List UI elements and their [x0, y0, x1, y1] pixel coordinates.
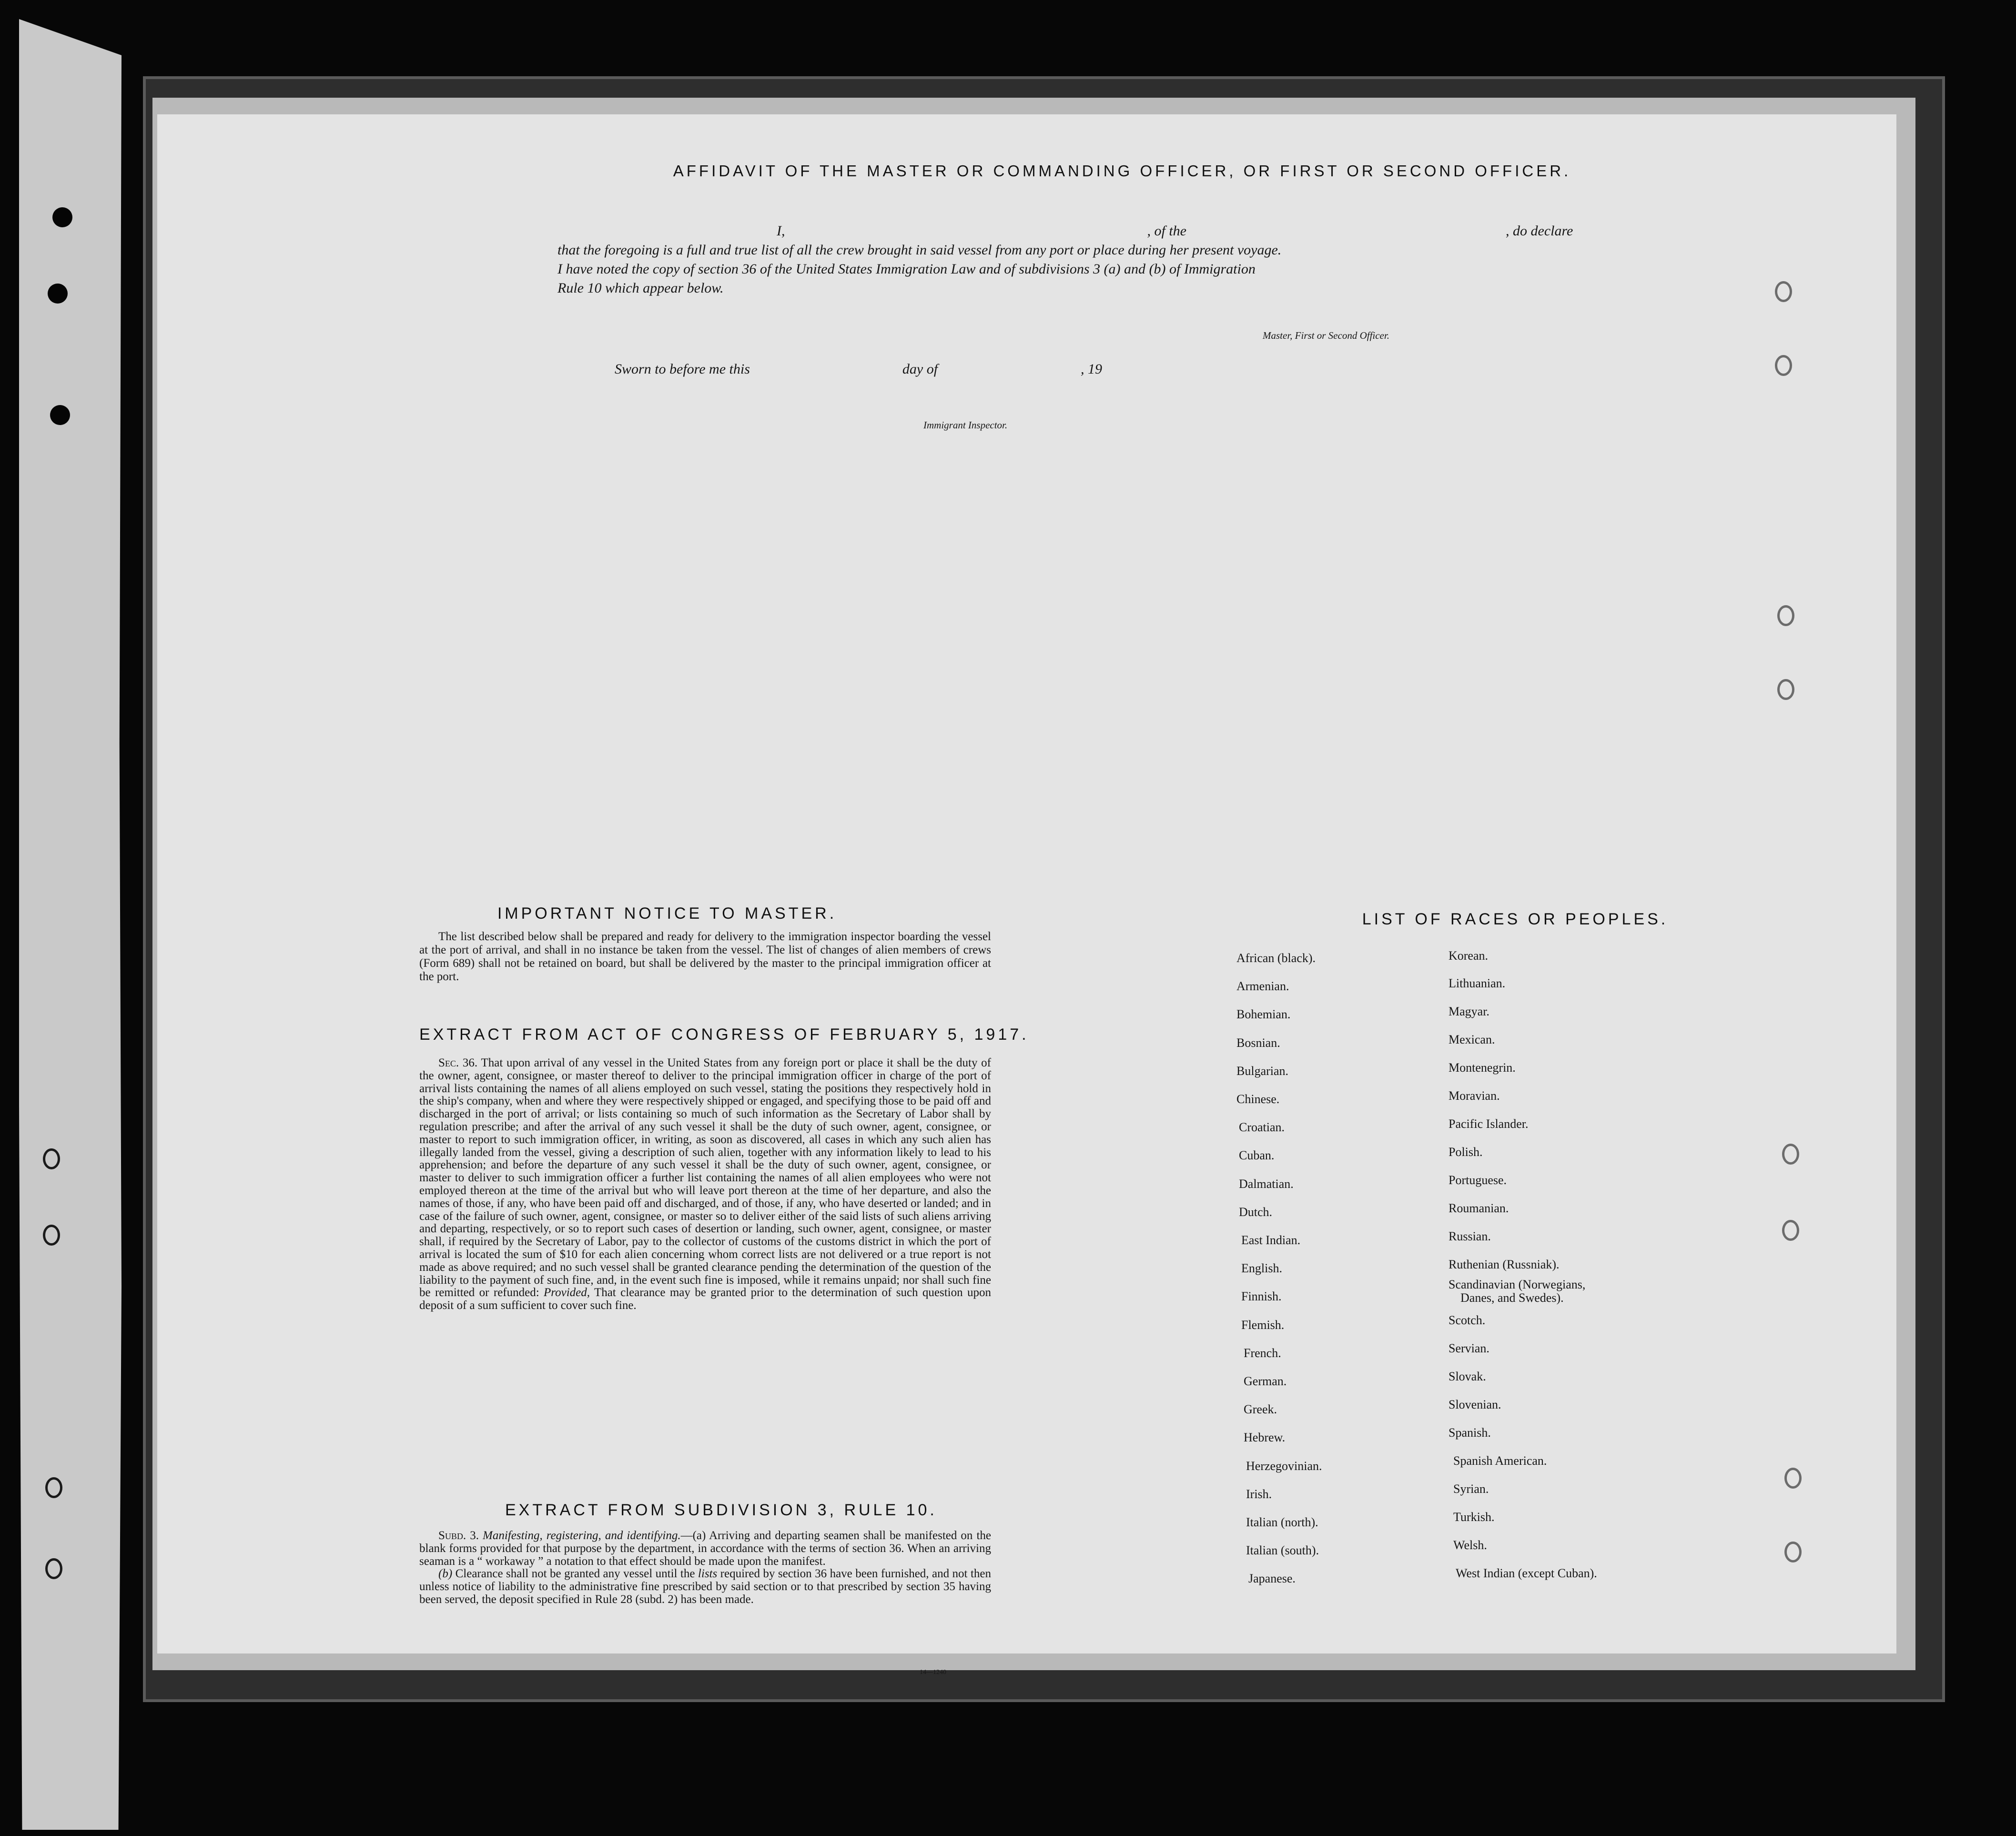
declaration-line-1 — [557, 222, 1630, 241]
punch-hole — [52, 207, 72, 227]
race-item: Magyar. — [1449, 1004, 1489, 1018]
race-item: Danes, and Swedes). — [1460, 1291, 1564, 1305]
binder-ring-hole — [1782, 1144, 1799, 1165]
race-item: Greek. — [1244, 1402, 1277, 1417]
binder-ring-hole — [1777, 605, 1794, 626]
race-item: Spanish American. — [1453, 1454, 1547, 1468]
race-item: Bulgarian. — [1236, 1064, 1289, 1078]
race-item: Welsh. — [1453, 1538, 1487, 1552]
race-item: Lithuanian. — [1449, 976, 1506, 990]
sec-36-body-end: That clearance may be granted prior to the determination of such question upon deposit of a sum sufficient to cover such fine. — [419, 1286, 992, 1312]
race-item: Irish. — [1246, 1487, 1272, 1501]
races-title: LIST OF RACES OR PEOPLES. — [1362, 910, 1669, 928]
sec-36-provided: Provided, — [544, 1286, 590, 1299]
sec-36-label: Sec. 36. — [438, 1056, 478, 1069]
race-item: Korean. — [1449, 949, 1489, 963]
declaration-line-3: I have noted the copy of section 36 of the United States Immigration Law and of subdivisions 3 (a) and (b) of Immigration — [557, 261, 1256, 277]
punch-hole — [45, 1558, 62, 1579]
act-extract-title: EXTRACT FROM ACT OF CONGRESS OF FEBRUARY 5, 1917. — [419, 1025, 1029, 1044]
binder-ring-hole — [1784, 1468, 1802, 1489]
sec-36-body: That upon arrival of any vessel in the United States from any foreign port or place it shall be the duty of the owner, agent, consignee, or master thereof to deliver to the principal immigration officer in charge of the port of arrival lists containing the names of all aliens employed on such vessel, stating the positions they respectively hold in the ship's company, when and where they were respectively shipped or engaged, and specifying those to be paid off and discharged in the port of arrival; or lists containing so much of such information as the Secretary of Labor shall by regulation prescribe; and after the arrival of any such vessel it shall be the duty of such owner, agent, consignee, or master to report to such immigration officer, in writing, as soon as discovered, all cases in which any such alien has illegally landed from the vessel, giving a description of such alien, together with any information likely to lead to his apprehension; and before the departure of any such vessel it shall be the duty of such owner, agent, consignee, or master to deliver to such immigration officer a further list containing the names of all alien employees who were not employed thereon at the time of the arrival but who will leave port thereon at the time of her departure, and also the names of those, if any, who have been paid off and discharged, and of those, if any, who have deserted or landed; and in case of the failure of such owner, agent, consignee, or master so to deliver either of the said lists of such aliens arriving and departing, respectively, or so to report such cases of desertion or landing, such owner, agent, consignee, or master shall, if required by the Secretary of Labor, pay to the collector of customs of the customs district in which the port of arrival is located the sum of $10 for each alien concerning whom correct lists are not delivered or a true report is not made as above required; and no such vessel shall be granted clearance pending the determination of the question of the liability to the payment of such fine, and, in the event such fine is imposed, while it remains unpaid; nor shall such fine be remitted or refunded: — [419, 1056, 992, 1299]
notice-text: The list described below shall be prepared and ready for delivery to the immigration inspector boarding the vessel at the port of arrival, and shall in no instance be taken from the vessel. The list of changes of alien members of crews (Form 689) shall not be retained on board, but shall be delivered by the master to the principal immigration officer at the port. — [419, 930, 991, 983]
race-item: Bosnian. — [1236, 1035, 1280, 1050]
race-item: Finnish. — [1241, 1289, 1282, 1304]
race-item: East Indian. — [1241, 1233, 1301, 1247]
sworn-label: Sworn to before me this — [615, 361, 750, 377]
subd-3-b-pre: Clearance shall not be granted any vessel until the — [455, 1567, 695, 1581]
subd-3-b-post: required by section 36 have been furnished, and not then unless notice of liability to the administrative fine prescribed by said section or to that prescribed by section 35 having been served, the deposit specified in Rule 28 (subd. 2) has been made. — [419, 1567, 991, 1606]
race-item: Hebrew. — [1244, 1430, 1286, 1445]
race-item: Dutch. — [1239, 1205, 1273, 1219]
race-item: Ruthenian (Russniak). — [1449, 1258, 1560, 1271]
inspector-signature-label: Immigrant Inspector. — [923, 419, 1008, 431]
document-page — [157, 114, 1896, 1676]
declaration-line-1c: , do declare — [1506, 223, 1573, 239]
race-item: Syrian. — [1453, 1482, 1489, 1496]
punch-hole — [48, 284, 68, 304]
declaration-line-4: Rule 10 which appear below. — [557, 280, 724, 296]
race-item: Moravian. — [1449, 1089, 1500, 1103]
declaration-line-1a: I, — [777, 223, 785, 239]
race-item: Cuban. — [1239, 1148, 1275, 1163]
race-item: Scandinavian (Norwegians, — [1449, 1278, 1586, 1291]
punch-hole — [50, 405, 70, 425]
binder-ring-hole — [1777, 679, 1794, 700]
subd-3-label: Subd. 3. — [438, 1529, 479, 1542]
race-item: Slovenian. — [1449, 1398, 1501, 1411]
declaration-text — [557, 222, 1630, 298]
race-item: Flemish. — [1241, 1318, 1285, 1332]
sworn-line — [615, 361, 1102, 377]
act-section-36-text — [419, 1057, 991, 1312]
race-item: Italian (south). — [1246, 1543, 1319, 1558]
race-item: Scotch. — [1449, 1313, 1486, 1327]
sworn-day-label: day of — [902, 361, 938, 377]
notice-title: IMPORTANT NOTICE TO MASTER. — [497, 904, 837, 923]
race-item: Polish. — [1449, 1145, 1483, 1159]
punch-hole — [45, 1477, 62, 1498]
race-item: Japanese. — [1248, 1572, 1296, 1586]
subd-3-b-label: (b) — [438, 1567, 453, 1581]
race-item: Portuguese. — [1449, 1173, 1507, 1187]
race-item: Croatian. — [1239, 1120, 1285, 1135]
race-item: Herzegovinian. — [1246, 1459, 1322, 1473]
form-number: 14—1240 — [920, 1669, 946, 1676]
subd-3-a: —(a) Arriving and departing seamen shall be manifested on the blank forms provided for that purpose by the department, in accordance with the terms of section 36. When an arriving seaman is a “ workaway ” a notation to that effect should be made upon the manifest. — [419, 1529, 991, 1568]
race-item: Italian (north). — [1246, 1515, 1318, 1529]
punch-hole — [43, 1148, 60, 1169]
race-item: Spanish. — [1449, 1426, 1491, 1440]
race-item: Slovak. — [1449, 1369, 1486, 1383]
race-item: Armenian. — [1236, 979, 1289, 994]
declaration-line-1b: , of the — [1147, 223, 1186, 239]
race-item: Dalmatian. — [1239, 1177, 1294, 1191]
affidavit-title: AFFIDAVIT OF THE MASTER OR COMMANDING OFFICER, OR FIRST OR SECOND OFFICER. — [673, 162, 1571, 180]
binder-ring-hole — [1775, 281, 1792, 302]
master-signature-label: Master, First or Second Officer. — [1263, 330, 1389, 341]
rule-10-text — [419, 1530, 991, 1606]
binder-ring-hole — [1775, 355, 1792, 376]
race-item: Russian. — [1449, 1229, 1491, 1243]
race-item: Pacific Islander. — [1449, 1117, 1529, 1131]
binder-ring-hole — [1784, 1542, 1802, 1562]
race-item: Servian. — [1449, 1341, 1489, 1355]
punch-hole — [43, 1225, 60, 1246]
race-item: German. — [1244, 1374, 1287, 1388]
rule-extract-title: EXTRACT FROM SUBDIVISION 3, RULE 10. — [505, 1501, 937, 1519]
race-item: African (black). — [1236, 951, 1316, 965]
race-item: Turkish. — [1453, 1510, 1495, 1524]
race-item: Bohemian. — [1236, 1007, 1291, 1022]
subd-3-heading: Manifesting, registering, and identifying. — [483, 1529, 681, 1542]
race-item: English. — [1241, 1261, 1282, 1276]
race-item: West Indian (except Cuban). — [1456, 1566, 1597, 1580]
race-item: Mexican. — [1449, 1033, 1495, 1046]
race-item: Chinese. — [1236, 1092, 1280, 1106]
punched-tab-strip — [19, 19, 122, 1830]
race-item: Roumanian. — [1449, 1201, 1509, 1215]
declaration-line-2: that the foregoing is a full and true list of all the crew brought in said vessel from any port or place during her present voyage. — [557, 242, 1282, 258]
race-item: French. — [1244, 1346, 1281, 1360]
binder-ring-hole — [1782, 1220, 1799, 1241]
sworn-year-label: , 19 — [1081, 361, 1103, 377]
subd-3-b-lists: lists — [698, 1567, 718, 1581]
race-item: Montenegrin. — [1449, 1061, 1516, 1075]
